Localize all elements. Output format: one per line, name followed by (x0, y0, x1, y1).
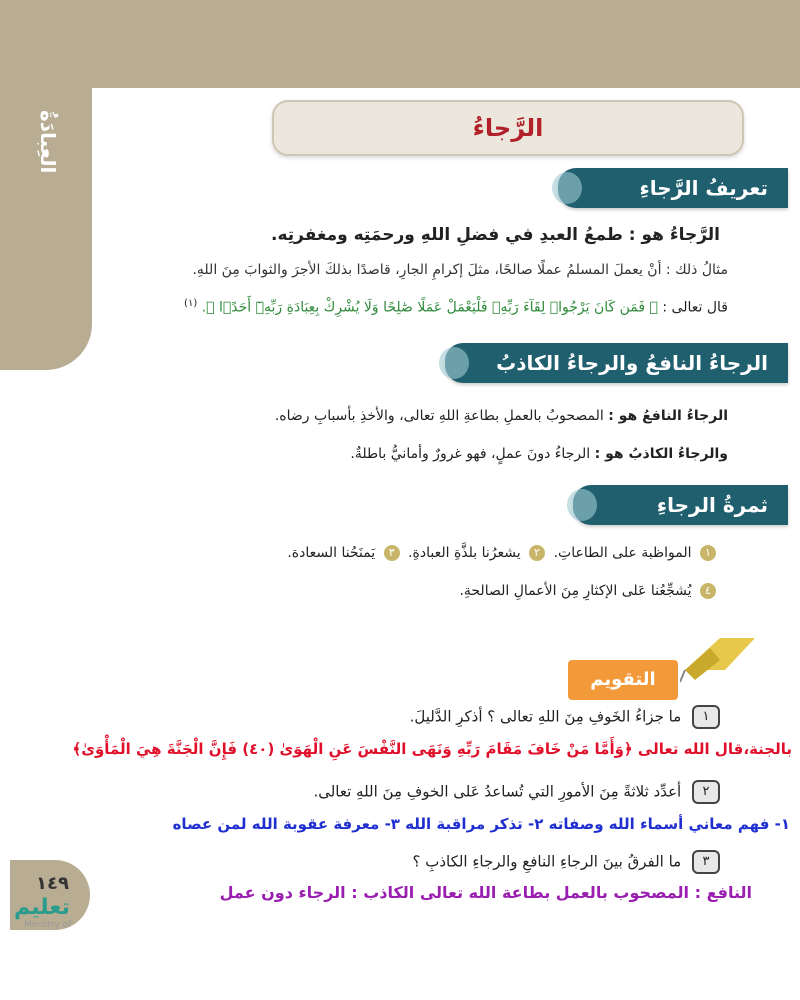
question-text: أعدِّد ثلاثةً مِنَ الأمورِ التي تُساعدُ عَلى الخوفِ مِنَ اللهِ تعالى. (313, 782, 682, 801)
answer-3: النافع : المصحوب بالعمل بطاعة الله تعالى الكاذب : الرجاء دون عمل (219, 883, 752, 902)
footnote-marker: (١) (184, 298, 198, 309)
question-number: ١ (692, 705, 720, 729)
false-label: والرجاءُ الكاذبُ هو : (594, 446, 728, 462)
false-text: الرجاءُ دونَ عملٍ، فهو غرورٌ وأمانيُّ باطلةٌ. (350, 446, 591, 462)
top-decorative-band (0, 0, 800, 88)
false-hope-line (350, 446, 728, 462)
fruits-row-2 (459, 583, 720, 599)
fruit-number: ٤ (700, 583, 716, 599)
verse-prefix: قال تعالى : (662, 299, 728, 316)
answer-1: بالجنة،قال الله تعالى ﴿وَأَمَّا مَنْ خَافَ مَقَامَ رَبِّهِ وَنَهَى النَّفْسَ عَنِ الْهَوَىٰ (٤٠) فَإِنَّ الْجَنَّةَ هِيَ الْمَأْوَىٰ﴾ (72, 740, 792, 758)
fruit-number: ٢ (529, 545, 545, 561)
quran-verse: ﴿ فَمَن كَانَ يَرْجُوا۟ لِقَآءَ رَبِّهِۦ فَلْيَعْمَلْ عَمَلًا صَٰلِحًا وَلَا يُشْرِكْ بِعِبَادَةِ رَبِّهِۦٓ أَحَدًۢا ﴾. (201, 299, 658, 316)
question-number: ٢ (692, 780, 720, 804)
fruit-number: ٣ (384, 545, 400, 561)
ministry-logo-subtitle: Ministry of (24, 920, 72, 930)
definition-text: الرَّجاءُ هو : طمعُ العبدِ في فضلِ اللهِ ورحمَتِه ومغفرتِه. (271, 225, 720, 245)
question-3 (412, 850, 720, 874)
beneficial-label: الرجاءُ النافعُ هو : (608, 408, 728, 424)
question-number: ٣ (692, 850, 720, 874)
section-heading-definition: تعريفُ الرَّجاءِ (558, 168, 788, 208)
beneficial-text: المصحوبُ بالعملِ بطاعةِ اللهِ تعالى، والأخذِ بأسبابِ رضاه. (274, 408, 604, 424)
section-heading-beneficial-false: الرجاءُ النافعُ والرجاءُ الكاذبُ (445, 343, 788, 383)
answer-2: ١- فهم معاني أسماء الله وصفاته ٢- تذكر مراقبة الله ٣- معرفة عقوبة الله لمن عصاه (172, 815, 790, 833)
question-1 (410, 705, 720, 729)
pen-icon (680, 630, 760, 700)
example-text: مثالُ ذلك : أنْ يعملَ المسلمُ عملًا صالحًا، مثلَ إكرامِ الجارِ، قاصدًا بذلكَ الأجرَ والثوابَ مِنَ اللهِ. (192, 262, 728, 278)
page-number: ١٤٩ (36, 873, 69, 894)
question-text: ما جزاءُ الخَوفِ مِنَ اللهِ تعالى ؟ أذكرِ الدَّليلَ. (409, 707, 682, 726)
fruit-number: ١ (700, 545, 716, 561)
page-title: الرَّجاءُ (272, 100, 744, 156)
evaluation-banner: التقويم (568, 660, 678, 700)
verse-line (184, 298, 728, 316)
ministry-logo: تعليم (14, 895, 70, 920)
question-2 (313, 780, 720, 804)
unit-side-label: العِبادَةُ (36, 110, 60, 174)
fruit-item: يشعرُنا بلذَّةِ العبادةِ. (408, 545, 521, 561)
question-text: ما الفرقُ بينَ الرجاءِ النافعِ والرجاءِ الكاذبِ ؟ (412, 852, 682, 871)
fruits-row-1 (287, 545, 720, 561)
fruit-item: يُشجِّعُنا عَلى الإكثارِ مِنَ الأعمالِ الصالحةِ. (459, 583, 692, 599)
fruit-item: يَمنَحُنا السعادة. (287, 545, 376, 561)
fruit-item: المواظبة على الطاعاتِ. (553, 545, 692, 561)
beneficial-hope-line (275, 408, 728, 424)
side-decorative-band (0, 0, 92, 370)
section-heading-fruits: ثمرةُ الرجاءِ (573, 485, 788, 525)
